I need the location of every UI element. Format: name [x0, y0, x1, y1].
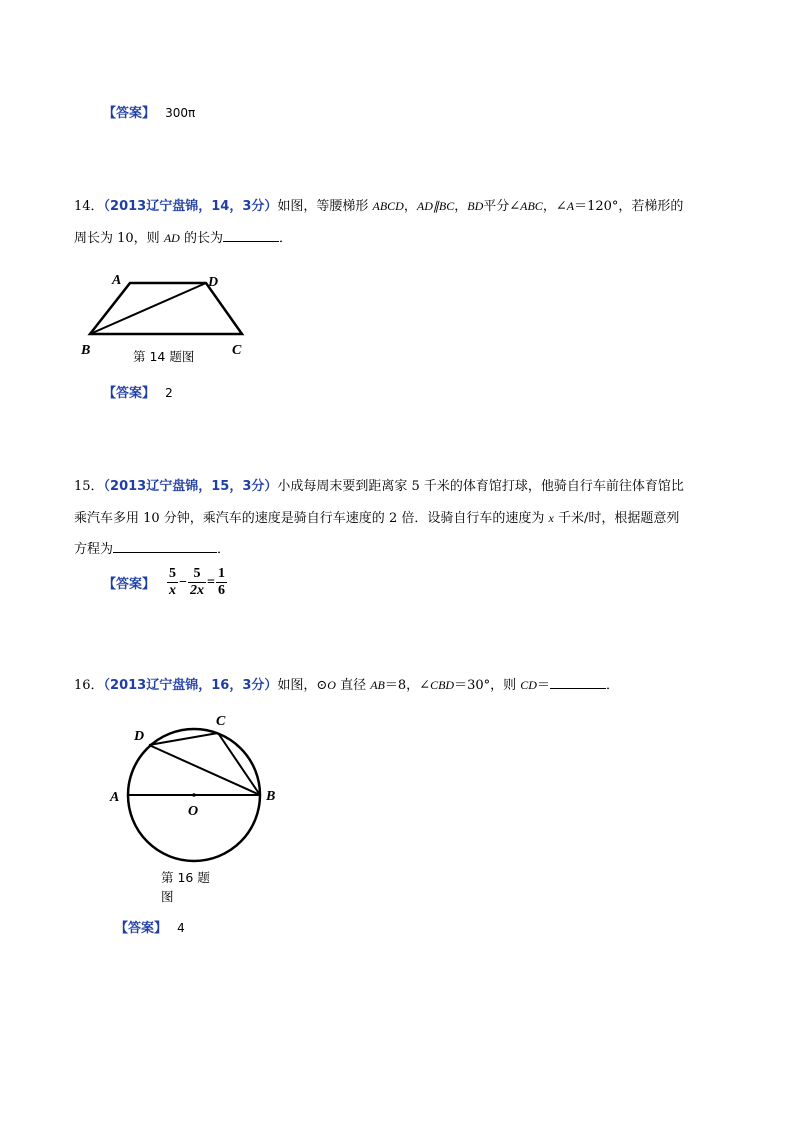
- q16-text: ＝30°，则: [454, 678, 521, 693]
- q15-number: 15．: [74, 479, 104, 494]
- q13-answer-value: 300π: [165, 106, 196, 120]
- q15-answer-blank[interactable]: [113, 539, 217, 553]
- q15-x: x: [548, 511, 554, 525]
- q16-answer-value: 4: [177, 921, 185, 935]
- q15-line2: [74, 508, 679, 529]
- q14-abc: ABC: [520, 199, 543, 213]
- q15-text: 千米/时，根据题意列: [553, 511, 680, 526]
- q14-text: 平分∠: [483, 199, 521, 214]
- q14-angle-a: A: [566, 199, 575, 213]
- label-a: A: [112, 273, 122, 288]
- q13-answer: [103, 103, 195, 124]
- q14-comma: ，: [403, 199, 417, 214]
- fraction-denominator: 2x: [190, 583, 204, 598]
- q14-text: 如图，等腰梯形: [277, 199, 373, 214]
- q16-text: ＝8，∠: [384, 678, 431, 693]
- q16-figure-caption-line1: 第 16 题: [161, 870, 210, 885]
- q16-answer: [115, 918, 185, 939]
- q14-text: 的长为: [179, 231, 223, 246]
- q16-source: （2013辽宁盘锦，16，3分）: [103, 678, 278, 693]
- q16-line1: [74, 675, 619, 696]
- label-o: O: [188, 804, 199, 819]
- minus-sign: −: [179, 574, 187, 590]
- q14-source: （2013辽宁盘锦，14，3分）: [103, 199, 278, 214]
- q16-answer-blank[interactable]: [550, 675, 606, 689]
- q14-line1: [74, 196, 683, 217]
- q15-text: 小成每周末要到距离家 5 千米的体育馆打球，他骑自行车前往体育馆比: [277, 479, 684, 494]
- q14-bd: BD: [467, 199, 484, 213]
- fraction-numerator: 5: [169, 566, 177, 581]
- q15-text: 乘汽车多用 10 分钟，乘汽车的速度是骑自行车速度的 2 倍．设骑自行车的速度为: [74, 511, 549, 526]
- trapezoid-shape: [90, 283, 242, 334]
- q16-text: 如图，⊙: [277, 678, 328, 693]
- label-c: C: [216, 714, 226, 729]
- q15-period: ．: [217, 542, 231, 557]
- label-c: C: [232, 343, 242, 358]
- fraction-numerator: 1: [217, 566, 225, 581]
- q15-line3: [74, 539, 230, 560]
- q16-figure-caption-line2: 图: [161, 889, 174, 904]
- q14-text: ，∠: [542, 199, 567, 214]
- fraction-1-over-6: [216, 566, 227, 599]
- diagonal-bd: [90, 283, 206, 334]
- q14-ad: AD: [163, 231, 180, 245]
- q14-line2: [74, 228, 292, 249]
- q14-comma: ，: [454, 199, 468, 214]
- answer-label: 【答案】: [103, 577, 156, 592]
- q14-answer-value: 2: [165, 386, 173, 400]
- label-b: B: [81, 343, 91, 358]
- q16-period: ．: [605, 678, 619, 693]
- q14-text: ＝120°，若梯形的: [574, 199, 684, 214]
- equals-sign: =: [207, 574, 215, 590]
- q15-text: 方程为: [74, 542, 114, 557]
- fraction-denominator: 6: [217, 583, 225, 598]
- q14-ad-bc: AD∥BC: [416, 199, 455, 213]
- fraction-numerator: 5: [188, 566, 206, 583]
- q14-answer: [103, 383, 173, 404]
- q16-text: 直径: [335, 678, 371, 693]
- q14-text: 周长为 10，则: [74, 231, 164, 246]
- q16-cd: CD: [520, 678, 537, 692]
- answer-label: 【答案】: [103, 386, 156, 401]
- q15-answer: [103, 566, 227, 599]
- label-b: B: [266, 789, 276, 804]
- q16-text: ＝: [536, 678, 550, 693]
- q14-period: ．: [278, 231, 292, 246]
- label-a: A: [110, 790, 120, 805]
- q16-cbd: CBD: [430, 678, 455, 692]
- q16-circle-figure: [104, 708, 290, 868]
- q16-number: 16．: [74, 678, 104, 693]
- answer-label: 【答案】: [103, 106, 156, 121]
- answer-label: 【答案】: [115, 921, 168, 936]
- center-point: [192, 793, 196, 797]
- q14-answer-blank[interactable]: [223, 228, 279, 242]
- q15-source: （2013辽宁盘锦，15，3分）: [103, 479, 278, 494]
- q15-line1: [74, 477, 684, 497]
- fraction-denominator: x: [169, 583, 177, 598]
- q16-o: O: [327, 678, 336, 692]
- label-d: D: [208, 275, 219, 290]
- fraction-5-over-x: [167, 566, 178, 599]
- q14-abcd: ABCD: [372, 199, 404, 213]
- q16-ab: AB: [370, 678, 385, 692]
- label-d: D: [134, 729, 145, 744]
- q14-number: 14．: [74, 199, 104, 214]
- fraction-5-over-2x: [188, 566, 206, 599]
- q14-figure-caption: 第 14 题图: [133, 349, 195, 364]
